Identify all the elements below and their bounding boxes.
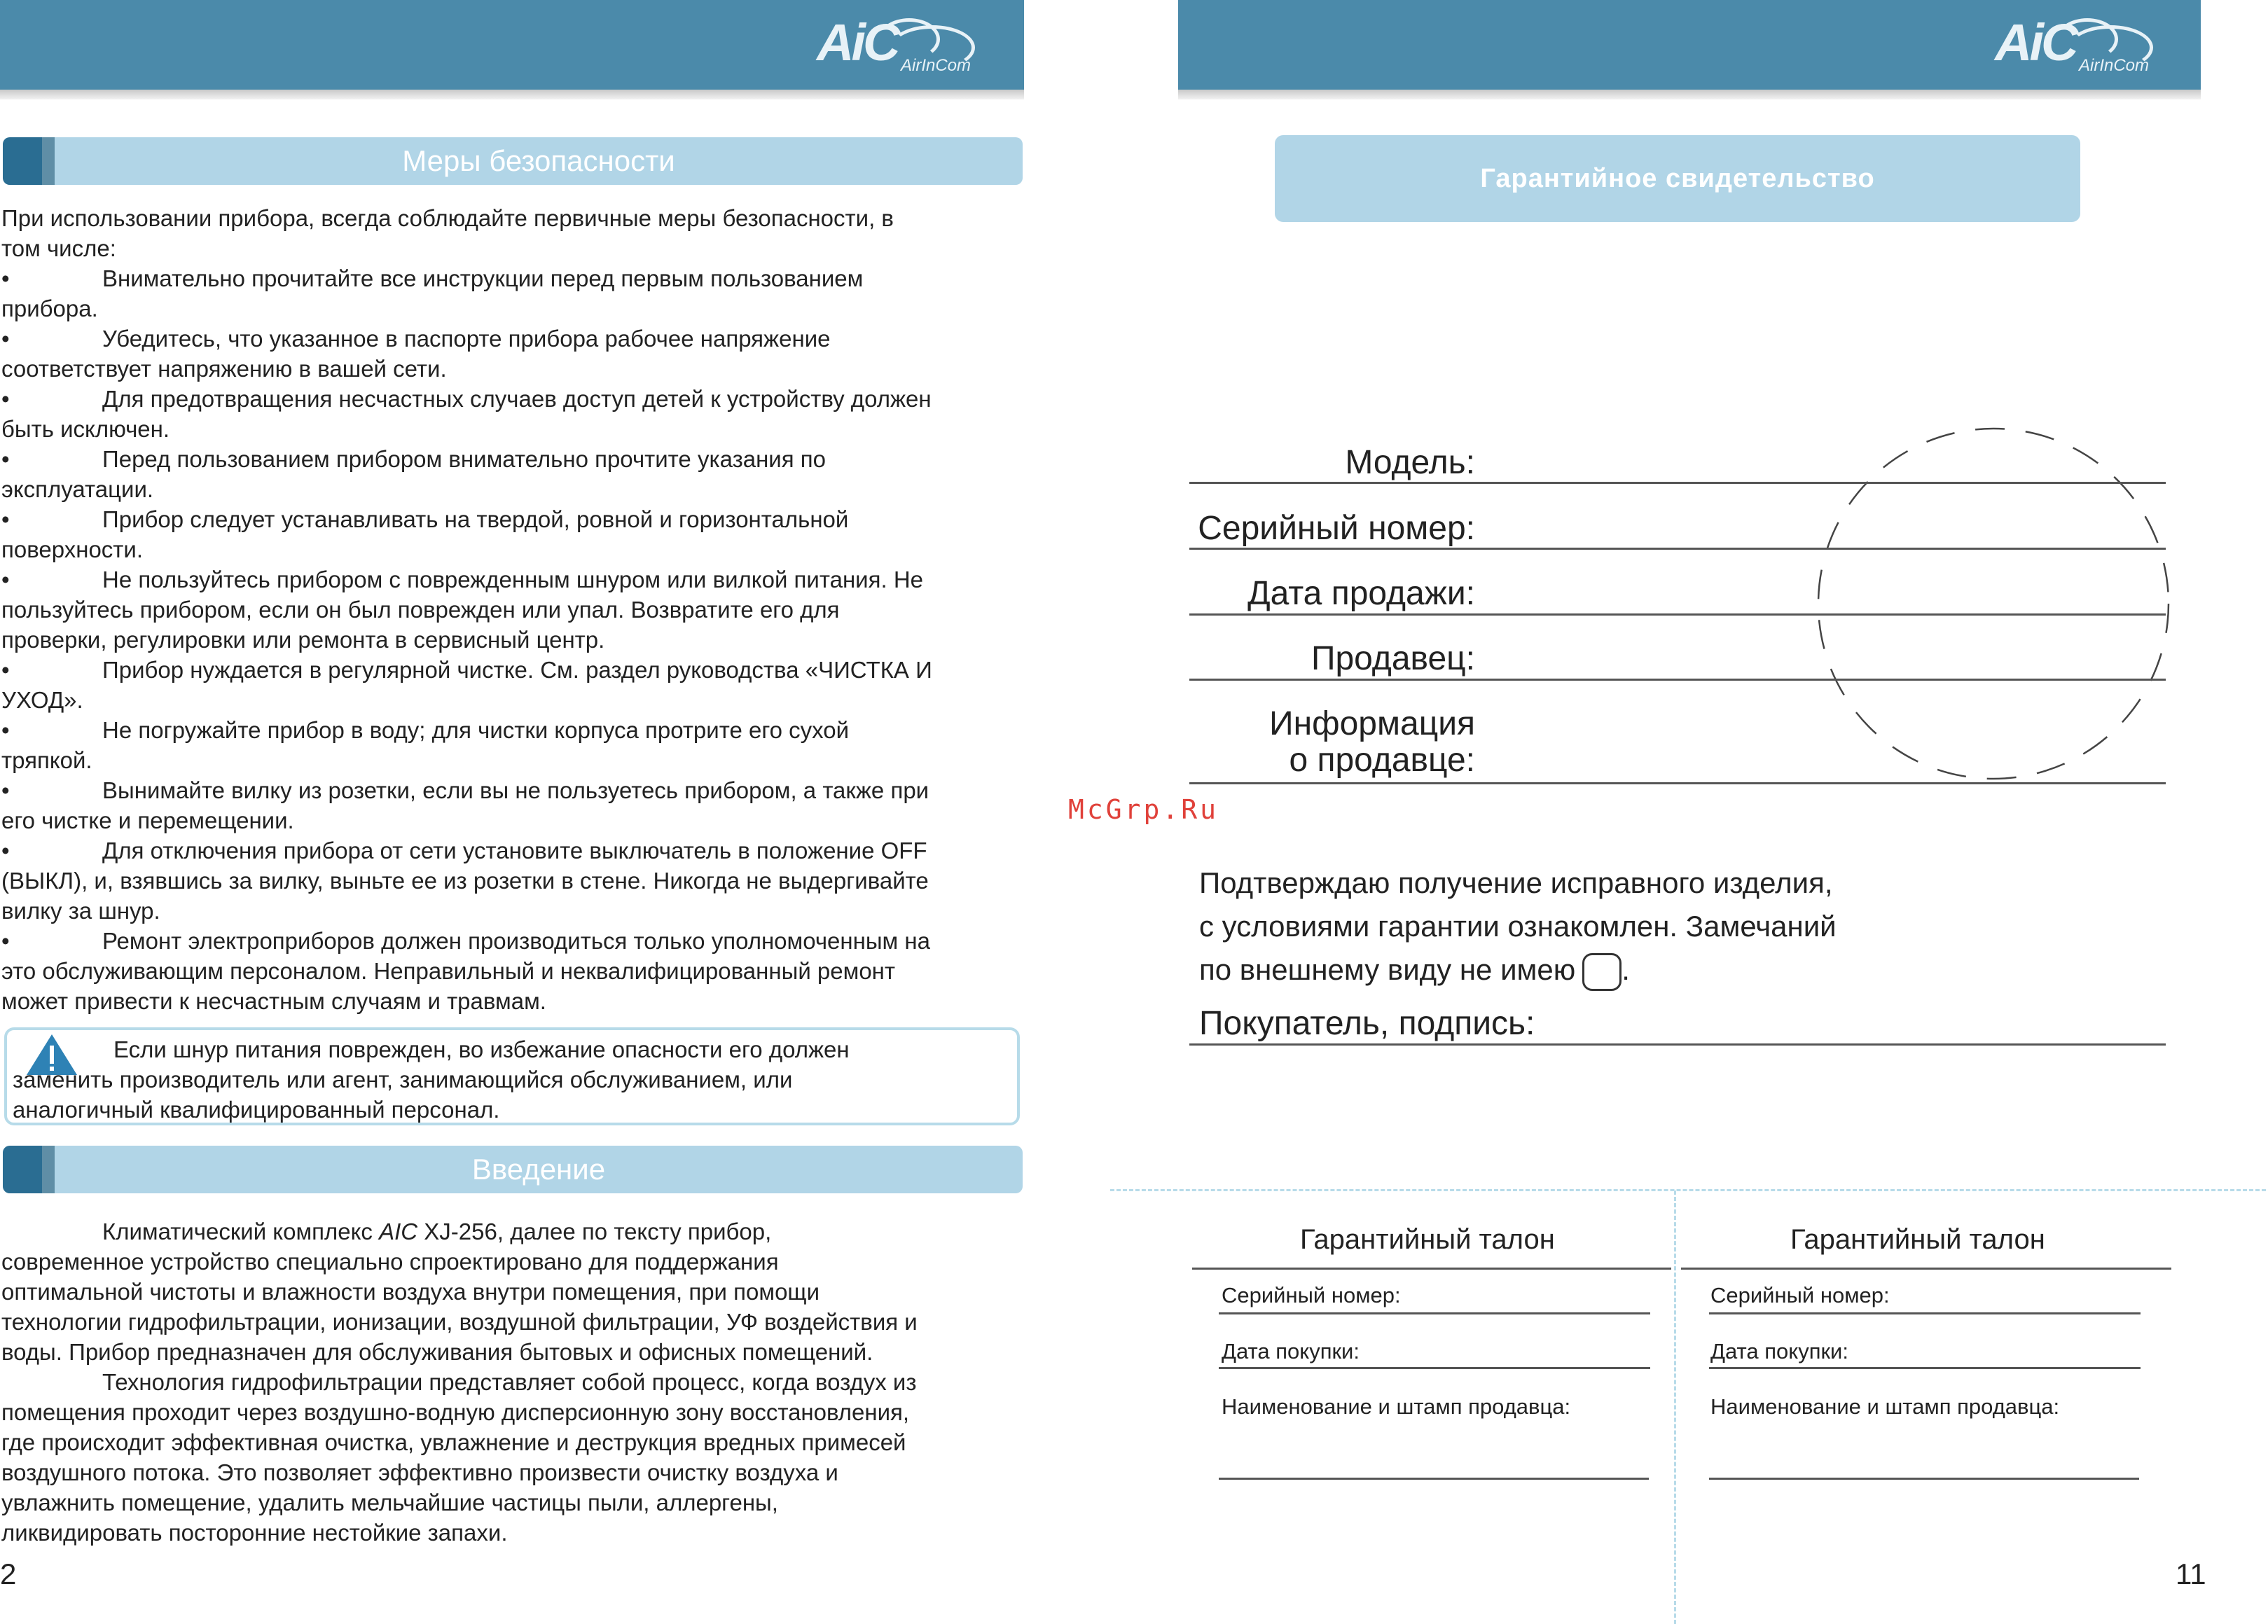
bullet-text: Для предотвращения несчастных случаев доступ детей к устройству должен bbox=[102, 386, 932, 412]
text-line bbox=[1, 1216, 1017, 1247]
coupon-1-date-label: Дата покупки: bbox=[1222, 1339, 1360, 1363]
bullet-continuation: вилку за шнур. bbox=[1, 898, 160, 924]
field-sale-date-label: Дата продажи: bbox=[1247, 575, 1475, 612]
text-line: с условиями гарантии ознакомлен. Замечаний bbox=[1199, 910, 1837, 943]
bullet-marker: • bbox=[1, 657, 10, 683]
bullet-continuation: прибора. bbox=[1, 296, 98, 321]
coupon-1-stamp-line bbox=[1219, 1478, 1649, 1480]
field-model-line bbox=[1189, 482, 2166, 484]
text-line: При использовании прибора, всегда соблюдайте первичные меры безопасности, в bbox=[1, 205, 894, 231]
buyer-signature-label: Покупатель, подпись: bbox=[1199, 1005, 1535, 1042]
section-bar-intro bbox=[3, 1146, 1023, 1193]
text-line: технологии гидрофильтрации, ионизации, воздушной фильтрации, УФ воздействия и bbox=[1, 1309, 918, 1335]
bullet-marker: • bbox=[1, 265, 10, 291]
logo-brand: AirInCom bbox=[901, 56, 971, 75]
text-line: аналогичный квалифицированный персонал. bbox=[13, 1097, 500, 1123]
field-seller-label: Продавец: bbox=[1311, 640, 1475, 677]
coupon-2-stamp-label: Наименование и штамп продавца: bbox=[1710, 1394, 2060, 1419]
field-sale-date-line bbox=[1189, 613, 2166, 616]
bullet-continuation: быть исключен. bbox=[1, 416, 170, 442]
bullet-marker: • bbox=[1, 386, 10, 412]
bullet-item bbox=[1, 504, 1017, 534]
right-header-shadow bbox=[1178, 90, 2201, 99]
field-seller-info-line bbox=[1189, 782, 2166, 784]
bullet-item bbox=[1, 564, 1017, 595]
text-line: Подтверждаю получение исправного изделия, bbox=[1199, 866, 1833, 899]
bullet-marker: • bbox=[1, 838, 10, 863]
watermark: McGrp.Ru bbox=[1068, 794, 1219, 825]
bullet-continuation: (ВЫКЛ), и, взявшись за вилку, выньте ее из розетки в стене. Никогда не выдергивайте bbox=[1, 868, 929, 894]
bullet-marker: • bbox=[1, 567, 10, 592]
bullet-continuation: соответствует напряжению в вашей сети. bbox=[1, 356, 447, 382]
warning-text bbox=[13, 1034, 850, 1125]
text-line: Если шнур питания поврежден, во избежание опасности его должен bbox=[113, 1036, 850, 1062]
bullet-marker: • bbox=[1, 506, 10, 532]
text-line: помещения проходит через воздушно-водную дисперсионную зону восстановления, bbox=[1, 1399, 910, 1425]
field-serial-line bbox=[1189, 548, 2166, 550]
section-bar-block bbox=[42, 1146, 55, 1193]
bullet-item bbox=[1, 655, 1017, 685]
bullet-text: Внимательно прочитайте все инструкции перед первым пользованием bbox=[102, 265, 864, 291]
text-line bbox=[1199, 948, 1837, 992]
section-bar-block bbox=[3, 137, 42, 185]
confirm-text bbox=[1199, 861, 1837, 992]
bullet-text: Не погружайте прибор в воду; для чистки корпуса протрите его сухой bbox=[102, 717, 850, 743]
field-seller-info-label-1: Информация bbox=[1269, 705, 1475, 742]
bullet-item bbox=[1, 715, 1017, 745]
text-line: заменить производитель или агент, занимающийся обслуживанием, или bbox=[13, 1067, 793, 1092]
field-serial-label: Серийный номер: bbox=[1198, 510, 1475, 547]
intro-text bbox=[1, 1216, 1017, 1548]
text-line: Технология гидрофильтрации представляет собой процесс, когда воздух из bbox=[102, 1369, 917, 1395]
bullet-item bbox=[1, 926, 1017, 956]
coupon-2-stamp-line bbox=[1709, 1478, 2139, 1480]
section-bar-safety bbox=[3, 137, 1023, 185]
safety-bullets bbox=[1, 263, 1017, 1016]
bullet-marker: • bbox=[1, 446, 10, 472]
field-seller-line bbox=[1189, 679, 2166, 681]
coupon-2-date-line bbox=[1709, 1367, 2141, 1369]
logo-mark: AiC bbox=[1995, 13, 2076, 71]
coupon-2-date-label: Дата покупки: bbox=[1710, 1339, 1848, 1363]
bullet-text: Прибор следует устанавливать на твердой, ровной и горизонтальной bbox=[102, 506, 849, 532]
bullet-continuation: его чистке и перемещении. bbox=[1, 807, 294, 833]
right-logo bbox=[1995, 13, 2150, 75]
cut-line-horizontal bbox=[1110, 1189, 2266, 1191]
text-span: Климатический комплекс bbox=[102, 1219, 380, 1244]
bullet-continuation: поверхности. bbox=[1, 536, 144, 562]
bullet-continuation: это обслуживающим персоналом. Неправильный и неквалифицированный ремонт bbox=[1, 958, 896, 984]
bullet-text: Ремонт электроприборов должен производиться только уполномоченным на bbox=[102, 928, 930, 954]
section-title-safety: Меры безопасности bbox=[402, 144, 675, 177]
stamp-placeholder-icon bbox=[1814, 425, 2173, 782]
coupon-2-title-line bbox=[1681, 1268, 2171, 1270]
text-span: по внешнему виду не имею bbox=[1199, 953, 1576, 986]
coupon-1-stamp-label: Наименование и штамп продавца: bbox=[1222, 1394, 1571, 1419]
bullet-text: Убедитесь, что указанное в паспорте прибора рабочее напряжение bbox=[102, 326, 831, 352]
bullet-item bbox=[1, 263, 1017, 293]
coupon-1-title: Гарантийный талон bbox=[1300, 1224, 1555, 1255]
bullet-marker: • bbox=[1, 717, 10, 743]
buyer-signature-line bbox=[1189, 1043, 2166, 1046]
bullet-text: Для отключения прибора от сети установите выключатель в положение OFF bbox=[102, 838, 927, 863]
section-bar-block bbox=[3, 1146, 42, 1193]
page-number-left: 2 bbox=[0, 1557, 17, 1590]
coupon-1-title-line bbox=[1192, 1268, 1671, 1270]
section-bar-block bbox=[42, 137, 55, 185]
bullet-marker: • bbox=[1, 928, 10, 954]
text-line: где происходит эффективная очистка, увлажнение и деструкция вредных примесей bbox=[1, 1429, 906, 1455]
bullet-text: Не пользуйтесь прибором с поврежденным шнуром или вилкой питания. Не bbox=[102, 567, 923, 592]
section-title-intro: Введение bbox=[471, 1153, 606, 1186]
bullet-continuation: эксплуатации. bbox=[1, 476, 154, 502]
bullet-marker: • bbox=[1, 777, 10, 803]
warning-box bbox=[4, 1027, 1020, 1125]
page-number-right: 11 bbox=[2176, 1557, 2206, 1590]
bullet-item bbox=[1, 384, 1017, 414]
coupon-2-serial-line bbox=[1709, 1312, 2141, 1314]
bullet-continuation: УХОД». bbox=[1, 687, 83, 713]
logo-brand: AirInCom bbox=[2079, 56, 2150, 75]
coupon-1-date-line bbox=[1219, 1367, 1650, 1369]
field-model-label: Модель: bbox=[1345, 444, 1475, 481]
text-span: XJ-256, далее по тексту прибор, bbox=[417, 1219, 772, 1244]
coupon-2-title: Гарантийный талон bbox=[1790, 1224, 2045, 1255]
coupon-1-serial-line bbox=[1219, 1312, 1650, 1314]
coupon-1-serial-label: Серийный номер: bbox=[1222, 1283, 1401, 1307]
no-remarks-checkbox[interactable] bbox=[1582, 953, 1622, 991]
bullet-item bbox=[1, 835, 1017, 866]
cut-line-vertical bbox=[1674, 1191, 1676, 1624]
bullet-text: Перед пользованием прибором внимательно прочтите указания по bbox=[102, 446, 826, 472]
bullet-continuation: проверки, регулировки или ремонта в сервисный центр. bbox=[1, 627, 605, 653]
text-line: ликвидировать посторонние нестойкие запахи. bbox=[1, 1520, 508, 1546]
bullet-text: Прибор нуждается в регулярной чистке. См. раздел руководства «ЧИСТКА И bbox=[102, 657, 932, 683]
field-seller-info-label-2: о продавце: bbox=[1289, 742, 1475, 779]
text-line: увлажнить помещение, удалить мельчайшие частицы пыли, аллергены, bbox=[1, 1490, 778, 1515]
text-line: воздушного потока. Это позволяет эффективно произвести очистку воздуха и bbox=[1, 1459, 838, 1485]
model-name: AIC bbox=[379, 1219, 418, 1244]
text-line: воды. Прибор предназначен для обслуживания бытовых и офисных помещений. bbox=[1, 1339, 873, 1365]
bullet-continuation: может привести к несчастным случаям и травмам. bbox=[1, 988, 546, 1014]
bullet-continuation: тряпкой. bbox=[1, 747, 92, 773]
bullet-text: Вынимайте вилку из розетки, если вы не пользуетесь прибором, а также при bbox=[102, 777, 929, 803]
coupon-2-serial-label: Серийный номер: bbox=[1710, 1283, 1890, 1307]
bullet-item bbox=[1, 324, 1017, 354]
bullet-marker: • bbox=[1, 326, 10, 352]
bullet-continuation: пользуйтесь прибором, если он был поврежден или упал. Возвратите его для bbox=[1, 597, 840, 623]
text-span: . bbox=[1622, 953, 1630, 986]
safety-text bbox=[1, 203, 1017, 1016]
bullet-item bbox=[1, 444, 1017, 474]
left-header-shadow bbox=[0, 90, 1024, 99]
logo-mark: AiC bbox=[817, 13, 898, 71]
warranty-title: Гарантийное свидетельство bbox=[1275, 135, 2080, 222]
text-line: том числе: bbox=[1, 235, 116, 261]
text-line: современное устройство специально спроектировано для поддержания bbox=[1, 1249, 779, 1275]
bullet-item bbox=[1, 775, 1017, 805]
left-logo bbox=[817, 13, 971, 75]
text-line: оптимальной чистоты и влажности воздуха внутри помещения, при помощи bbox=[1, 1279, 820, 1305]
